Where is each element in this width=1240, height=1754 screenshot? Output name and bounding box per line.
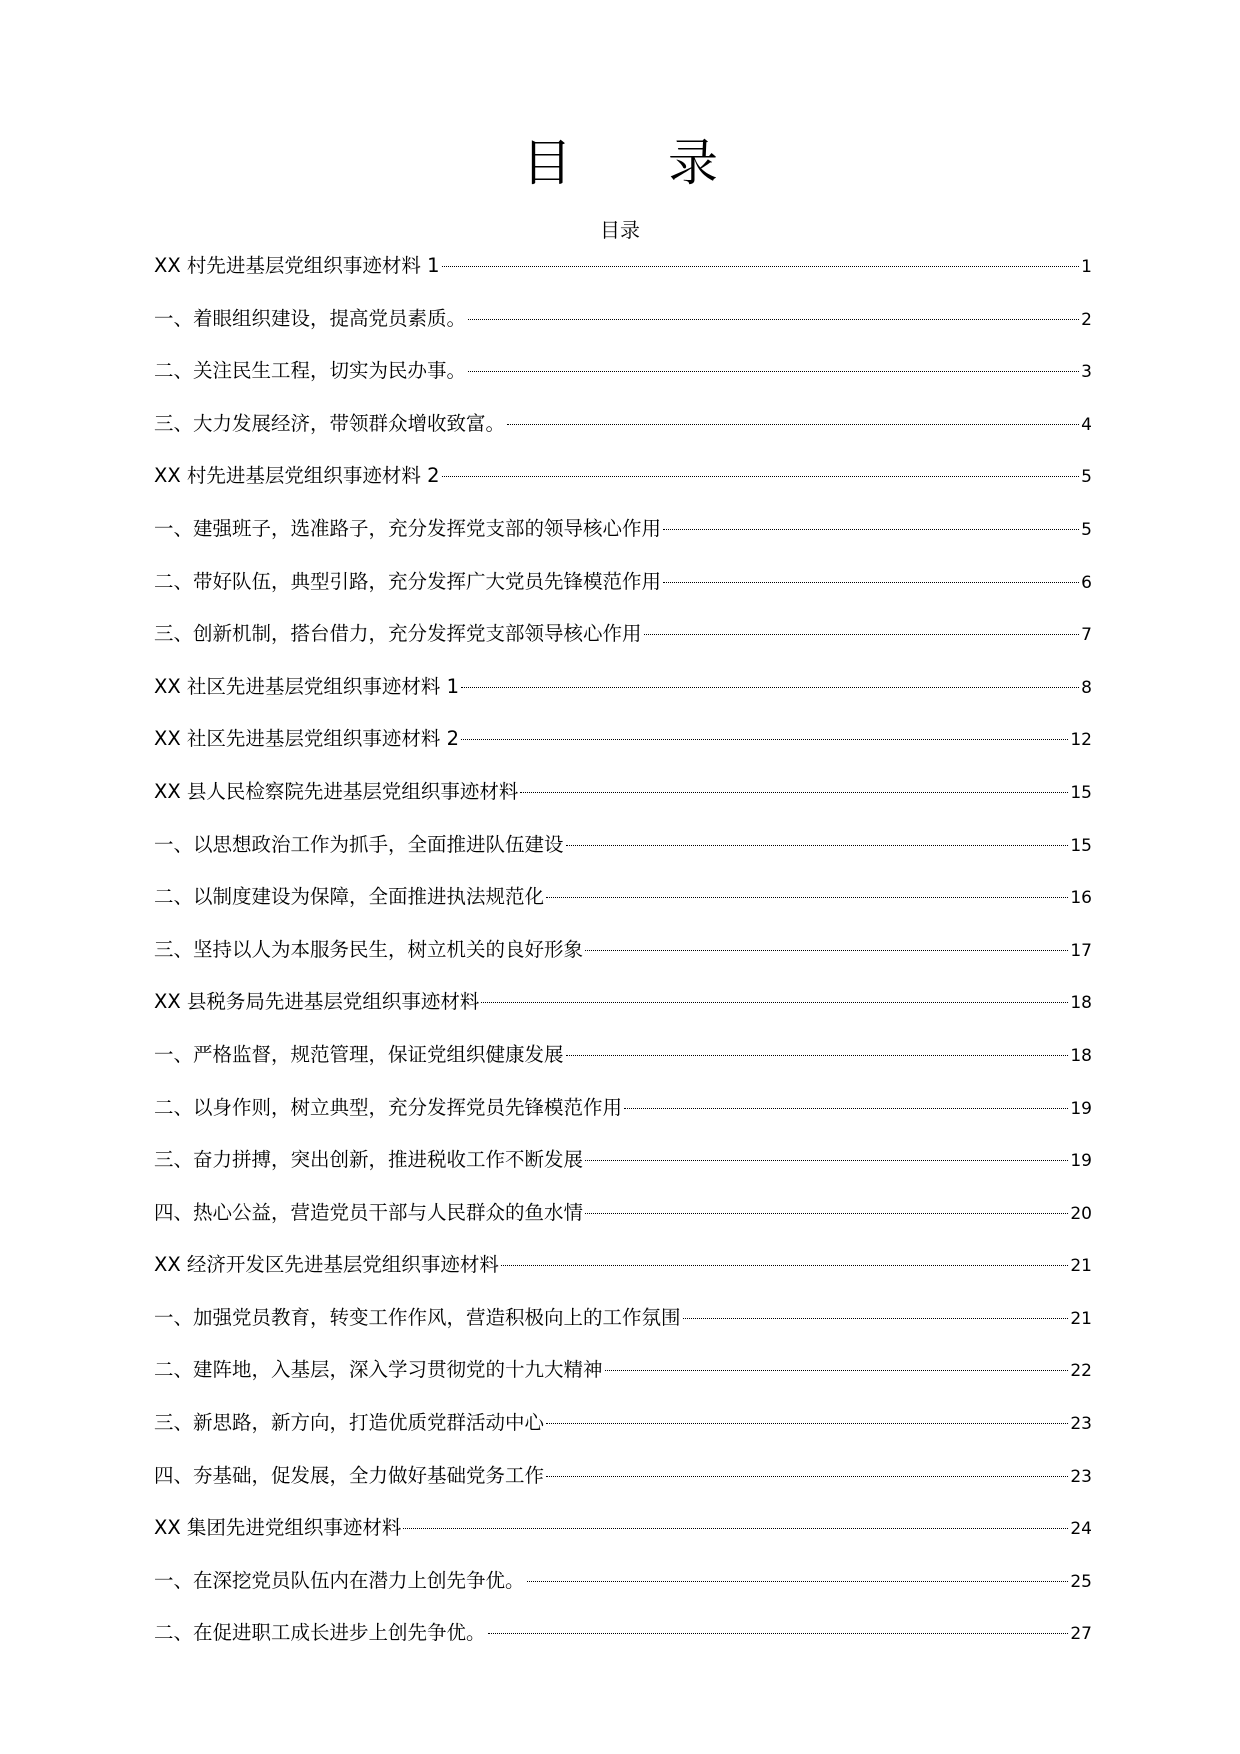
toc-entry-text: 二、以身作则，树立典型，充分发挥党员先锋模范作用 bbox=[154, 1095, 623, 1119]
toc-page-number: 25 bbox=[1070, 1571, 1092, 1592]
toc-entry-text: XX 村先进基层党组织事迹材料 2 bbox=[154, 464, 440, 488]
toc-entry-text: 二、建阵地，入基层，深入学习贯彻党的十九大精神 bbox=[154, 1358, 603, 1382]
toc-entry-text: 一、在深挖党员队伍内在潜力上创先争优。 bbox=[154, 1568, 525, 1592]
toc-page-number: 15 bbox=[1070, 835, 1092, 856]
toc-entry-text: XX 县税务局先进基层党组织事迹材料 bbox=[154, 990, 480, 1014]
toc-entry-text: 四、夯基础，促发展，全力做好基础党务工作 bbox=[154, 1463, 545, 1487]
toc-entry[interactable] bbox=[154, 1292, 1092, 1345]
toc-entry[interactable] bbox=[154, 1344, 1092, 1397]
toc-page-number: 4 bbox=[1081, 414, 1092, 435]
toc-entry-text: 一、着眼组织建设，提高党员素质。 bbox=[154, 306, 467, 330]
toc-entry[interactable] bbox=[154, 1450, 1092, 1503]
dot-leader bbox=[488, 1633, 1069, 1634]
toc-page-number: 24 bbox=[1070, 1519, 1092, 1540]
toc-page-number: 21 bbox=[1070, 1256, 1092, 1277]
toc-page-number: 23 bbox=[1070, 1414, 1092, 1435]
toc-entry[interactable] bbox=[154, 1607, 1092, 1660]
toc-entry[interactable] bbox=[154, 1239, 1092, 1292]
toc-entry-text: 二、在促进职工成长进步上创先争优。 bbox=[154, 1621, 486, 1645]
toc-page-number: 5 bbox=[1081, 519, 1092, 540]
toc-entry[interactable] bbox=[154, 1187, 1092, 1240]
dot-leader bbox=[481, 1002, 1068, 1003]
toc-entry[interactable] bbox=[154, 1029, 1092, 1082]
dot-leader bbox=[442, 266, 1080, 267]
toc-entry-text: 一、加强党员教育，转变工作作风，营造积极向上的工作氛围 bbox=[154, 1305, 681, 1329]
toc-page-number: 27 bbox=[1070, 1624, 1092, 1645]
toc-page-number: 19 bbox=[1070, 1098, 1092, 1119]
dot-leader bbox=[507, 424, 1079, 425]
dot-leader bbox=[546, 1423, 1068, 1424]
toc-entry-text: 三、坚持以人为本服务民生，树立机关的良好形象 bbox=[154, 937, 584, 961]
dot-leader bbox=[585, 950, 1068, 951]
dot-leader bbox=[585, 1213, 1068, 1214]
toc-page-number: 18 bbox=[1070, 1045, 1092, 1066]
toc-page-number: 15 bbox=[1070, 782, 1092, 803]
toc-entry[interactable] bbox=[154, 871, 1092, 924]
dot-leader bbox=[468, 371, 1079, 372]
toc-page-number: 1 bbox=[1081, 257, 1092, 277]
toc-entry-text: 二、关注民生工程，切实为民办事。 bbox=[154, 359, 467, 383]
dot-leader bbox=[461, 739, 1068, 740]
toc-entry-text: 一、以思想政治工作为抓手，全面推进队伍建设 bbox=[154, 832, 564, 856]
toc-entry-text: XX 县人民检察院先进基层党组织事迹材料 bbox=[154, 779, 519, 803]
dot-leader bbox=[624, 1108, 1068, 1109]
toc-entry-text: 二、带好队伍，典型引路，充分发挥广大党员先锋模范作用 bbox=[154, 569, 662, 593]
toc-entry[interactable] bbox=[154, 398, 1092, 451]
toc-entry[interactable] bbox=[154, 556, 1092, 609]
toc-page-number: 3 bbox=[1081, 362, 1092, 383]
dot-leader bbox=[605, 1370, 1069, 1371]
toc-entry-text: 三、创新机制，搭台借力，充分发挥党支部领导核心作用 bbox=[154, 622, 642, 646]
toc-entry-text: 四、热心公益，营造党员干部与人民群众的鱼水情 bbox=[154, 1200, 584, 1224]
dot-leader bbox=[527, 1581, 1069, 1582]
toc-page-number: 20 bbox=[1070, 1203, 1092, 1224]
dot-leader bbox=[683, 1318, 1069, 1319]
toc-page-number: 17 bbox=[1070, 940, 1092, 961]
dot-leader bbox=[468, 319, 1079, 320]
toc-entry[interactable] bbox=[154, 240, 1092, 293]
toc-entry[interactable] bbox=[154, 450, 1092, 503]
toc-entry-text: XX 社区先进基层党组织事迹材料 2 bbox=[154, 727, 460, 751]
dot-leader bbox=[501, 1265, 1068, 1266]
toc-entry[interactable] bbox=[154, 924, 1092, 977]
toc-entry-text: 三、大力发展经济，带领群众增收致富。 bbox=[154, 411, 506, 435]
toc-page-number: 5 bbox=[1081, 467, 1092, 488]
toc-entry-text: XX 经济开发区先进基层党组织事迹材料 bbox=[154, 1253, 499, 1277]
dot-leader bbox=[403, 1528, 1068, 1529]
toc-heading: 目录 bbox=[600, 218, 640, 242]
toc-entry-text: XX 村先进基层党组织事迹材料 1 bbox=[154, 254, 440, 277]
toc-entry-text: 一、建强班子，选准路子，充分发挥党支部的领导核心作用 bbox=[154, 516, 662, 540]
toc-page-number: 19 bbox=[1070, 1151, 1092, 1172]
toc-entry[interactable] bbox=[154, 766, 1092, 819]
toc-page-number: 22 bbox=[1070, 1361, 1092, 1382]
toc-entry-text: 一、严格监督，规范管理，保证党组织健康发展 bbox=[154, 1042, 564, 1066]
dot-leader bbox=[520, 792, 1068, 793]
toc-entry[interactable] bbox=[154, 1502, 1092, 1555]
toc-page-number: 23 bbox=[1070, 1466, 1092, 1487]
dot-leader bbox=[546, 1476, 1068, 1477]
toc-page-number: 21 bbox=[1070, 1308, 1092, 1329]
toc-page-number: 6 bbox=[1081, 572, 1092, 593]
toc-entry-text: 三、奋力拼搏，突出创新，推进税收工作不断发展 bbox=[154, 1148, 584, 1172]
dot-leader bbox=[663, 529, 1079, 530]
toc-entry[interactable] bbox=[154, 503, 1092, 556]
toc-entry-text: 二、以制度建设为保障，全面推进执法规范化 bbox=[154, 885, 545, 909]
toc-page-number: 8 bbox=[1081, 677, 1092, 698]
dot-leader bbox=[644, 634, 1080, 635]
toc-page-number: 2 bbox=[1081, 309, 1092, 330]
toc-entry[interactable] bbox=[154, 608, 1092, 661]
document-title: 目 录 bbox=[522, 134, 758, 192]
toc-entry-text: XX 集团先进党组织事迹材料 bbox=[154, 1516, 402, 1540]
toc-entry-text: XX 社区先进基层党组织事迹材料 1 bbox=[154, 674, 460, 698]
dot-leader bbox=[442, 476, 1080, 477]
toc-entry-text: 三、新思路，新方向，打造优质党群活动中心 bbox=[154, 1411, 545, 1435]
dot-leader bbox=[566, 1055, 1069, 1056]
dot-leader bbox=[566, 845, 1069, 846]
table-of-contents bbox=[154, 240, 1092, 1660]
toc-entry[interactable] bbox=[154, 1555, 1092, 1608]
toc-entry[interactable] bbox=[154, 819, 1092, 872]
toc-entry[interactable] bbox=[154, 1082, 1092, 1135]
toc-page-number: 7 bbox=[1081, 625, 1092, 646]
toc-entry[interactable] bbox=[154, 293, 1092, 346]
toc-entry[interactable] bbox=[154, 661, 1092, 714]
dot-leader bbox=[585, 1160, 1068, 1161]
toc-page-number: 16 bbox=[1070, 888, 1092, 909]
toc-entry[interactable] bbox=[154, 976, 1092, 1029]
dot-leader bbox=[663, 582, 1079, 583]
toc-entry[interactable] bbox=[154, 1397, 1092, 1450]
toc-entry[interactable] bbox=[154, 713, 1092, 766]
toc-page-number: 12 bbox=[1070, 730, 1092, 751]
toc-entry[interactable] bbox=[154, 345, 1092, 398]
dot-leader bbox=[461, 687, 1079, 688]
toc-entry[interactable] bbox=[154, 1134, 1092, 1187]
dot-leader bbox=[546, 897, 1068, 898]
toc-page-number: 18 bbox=[1070, 993, 1092, 1014]
